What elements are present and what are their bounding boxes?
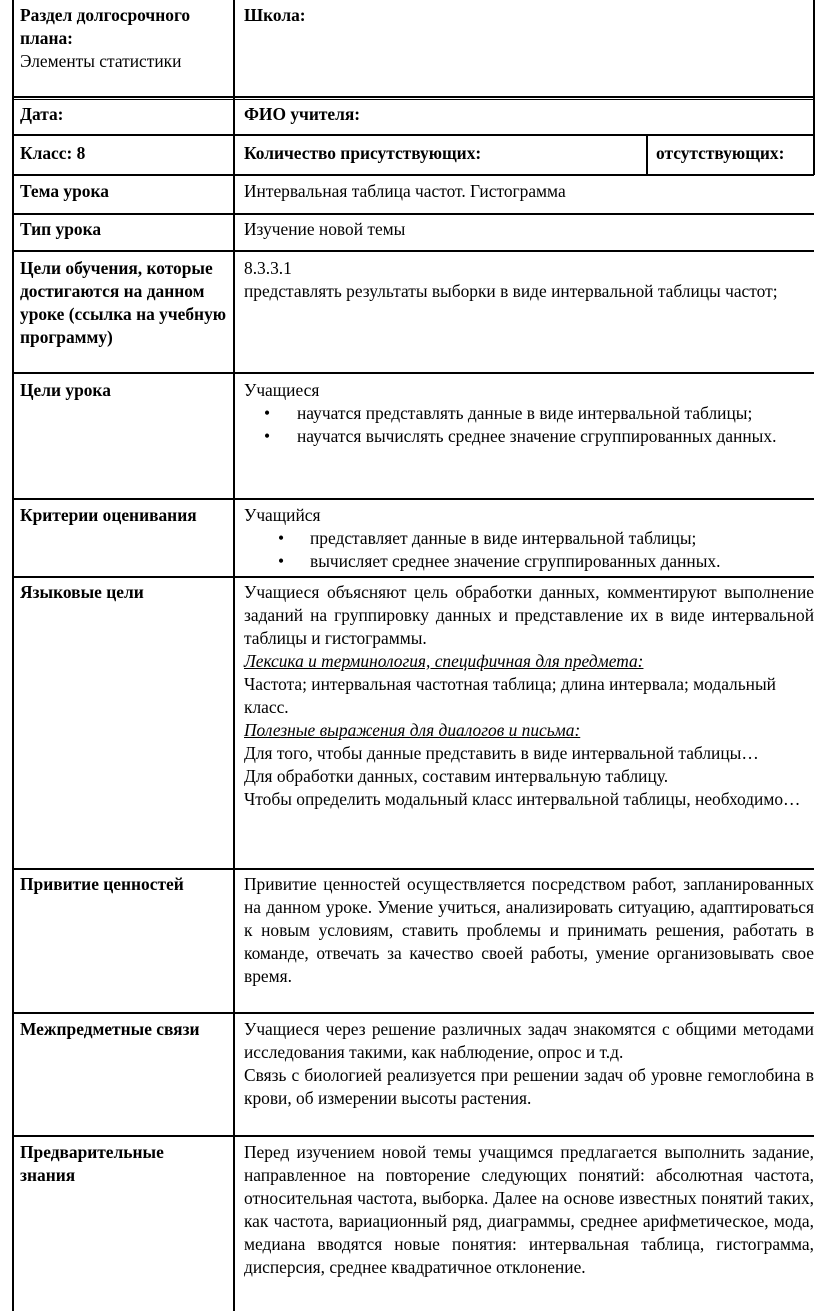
grid-h3 (12, 174, 814, 176)
type-label: Тип урока (20, 219, 102, 239)
language-h1: Лексика и терминология, специфичная для предмета: (244, 651, 644, 671)
lesson-goals-list (264, 402, 814, 448)
list-item (264, 425, 814, 448)
topic-label: Тема урока (20, 181, 109, 201)
language-p1: Учащиеся объясняют цель обработки данных, комментируют выполнение заданий на группировку данных и представление их в виде интервальной таблицы и гистограммы. (244, 582, 814, 648)
list-item (278, 550, 814, 573)
grid-left (12, 0, 14, 1311)
lesson-goal-item-text: научатся вычислять среднее значение сгруппированных данных. (297, 426, 777, 446)
learning-goal-text: представлять результаты выборки в виде интервальной таблицы частот; (244, 281, 778, 301)
grid-h6 (12, 372, 814, 374)
lesson-goal-item-text: научатся представлять данные в виде интервальной таблицы; (297, 403, 753, 423)
interdisciplinary-label: Межпредметные связи (20, 1019, 200, 1039)
language-p3: Для того, чтобы данные представить в виде интервальной таблицы… (244, 743, 759, 763)
language-p2: Частота; интервальная частотная таблица; длина интервала; модальный класс. (244, 674, 776, 717)
list-item (264, 402, 814, 425)
grid-h8 (12, 576, 814, 578)
lesson-goals-intro: Учащиеся (244, 380, 320, 400)
learning-goals-label: Цели обучения, которые достигаются на данном уроке (ссылка на учебную программу) (20, 258, 227, 347)
bullet-icon: • (278, 551, 285, 571)
school-label: Школа: (244, 5, 306, 25)
grid-sub (646, 135, 648, 175)
language-value (244, 581, 814, 811)
language-label: Языковые цели (20, 582, 144, 602)
prior-text: Перед изучением новой темы учащимся предлагается выполнить задание, направленное на повторение следующих понятий: абсолютная частота, относительная частота, выборка. Далее на основе известных понятий таких, как частота, вариационный ряд, диаграммы, среднее арифметическое, мода, медиана вводятся новые понятия: интервальная таблица, гистограмма, дисперсия, среднее квадратичное отклонение. (244, 1142, 814, 1277)
bullet-icon: • (278, 528, 285, 548)
grid-h10 (12, 1012, 814, 1014)
criteria-item-text: вычисляет среднее значение сгруппированных данных. (310, 551, 721, 571)
grid-h1 (12, 96, 814, 98)
grid-mid (233, 0, 235, 1311)
learning-goals-value (244, 257, 814, 303)
topic-value: Интервальная таблица частот. Гистограмма (244, 181, 566, 201)
language-h2: Полезные выражения для диалогов и письма: (244, 720, 581, 740)
learning-goal-code: 8.3.3.1 (244, 258, 292, 278)
grid-h2 (12, 134, 814, 136)
interdisciplinary-p1: Учащиеся через решение различных задач знакомятся с общими методами исследования такими, как наблюдение, опрос и т.д. (244, 1019, 814, 1062)
teacher-label: ФИО учителя: (244, 104, 361, 124)
date-label: Дата: (20, 104, 64, 124)
values-text: Привитие ценностей осуществляется посредством работ, запланированных на данном уроке. Умение учиться, анализировать ситуацию, адаптироваться к новым условиям, ставить проблемы и принимать решения, работать в команде, отвечать за качество своей работы, умение организовывать свое время. (244, 874, 814, 986)
absent-label: отсутствующих: (656, 143, 785, 163)
class-label: Класс: 8 (20, 143, 86, 163)
prior-label: Предварительные знания (20, 1142, 164, 1185)
present-label: Количество присутствующих: (244, 143, 482, 163)
interdisciplinary-value (244, 1018, 814, 1110)
lesson-goals-value (244, 379, 814, 448)
grid-h7 (12, 498, 814, 500)
interdisciplinary-p2: Связь с биологией реализуется при решении задач об уровне гемоглобина в крови, об измерении высоты растения. (244, 1065, 814, 1108)
language-p4: Для обработки данных, составим интервальную таблицу. (244, 766, 669, 786)
grid-h9 (12, 868, 814, 870)
section-label: Раздел долгосрочного плана: (20, 5, 191, 48)
bullet-icon: • (264, 403, 271, 423)
criteria-intro: Учащийся (244, 505, 321, 525)
grid-h11 (12, 1135, 814, 1137)
lesson-goals-label: Цели урока (20, 380, 111, 400)
criteria-list (278, 527, 814, 573)
criteria-item-text: представляет данные в виде интервальной таблицы; (310, 528, 697, 548)
language-p5: Чтобы определить модальный класс интервальной таблицы, необходимо… (244, 789, 801, 809)
values-label: Привитие ценностей (20, 874, 184, 894)
criteria-label: Критерии оценивания (20, 505, 197, 525)
grid-h1b (12, 99, 814, 100)
criteria-value (244, 504, 814, 573)
bullet-icon: • (264, 426, 271, 446)
grid-h5 (12, 250, 814, 252)
grid-h4 (12, 213, 814, 215)
list-item (278, 527, 814, 550)
section-cell (20, 4, 232, 73)
type-value: Изучение новой темы (244, 219, 406, 239)
section-value: Элементы статистики (20, 51, 182, 71)
